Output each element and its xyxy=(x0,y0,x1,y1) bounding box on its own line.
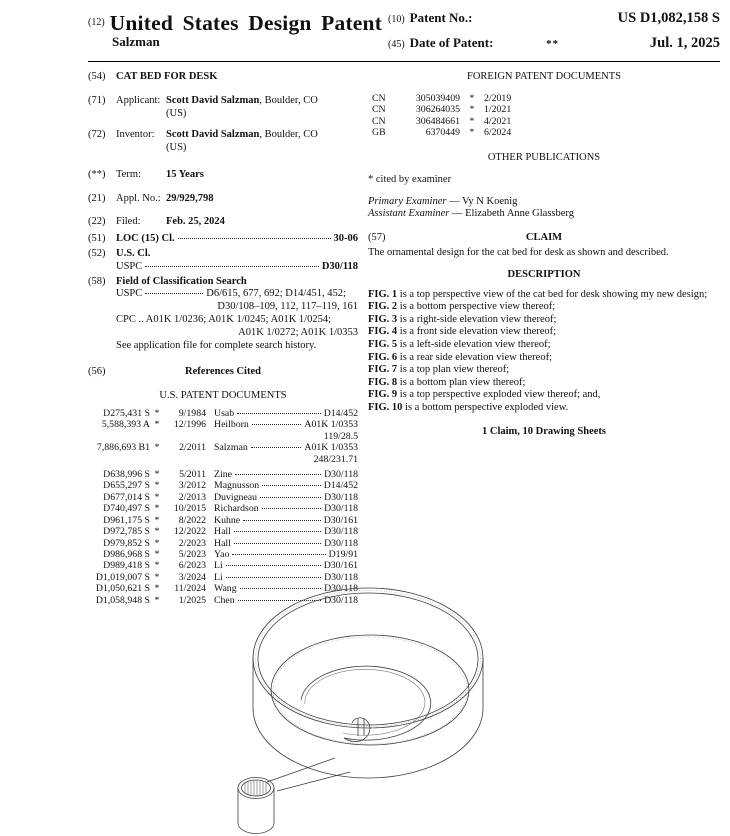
field-54-title: (54) CAT BED FOR DESK xyxy=(88,71,358,84)
figure-description-line: FIG. 7 is a top plan view thereof; xyxy=(368,364,510,376)
patent-front-page xyxy=(88,10,720,606)
us-citations-table xyxy=(88,408,358,606)
table-row: CN 306264035 * 1/2021 xyxy=(372,104,512,116)
header-divider xyxy=(88,61,720,62)
left-column xyxy=(88,71,358,606)
figure-description-line: FIG. 8 is a bottom plan view thereof; xyxy=(368,376,526,388)
table-row: D1,019,007 S * 3/2024 Li D30/118 xyxy=(95,571,358,583)
field-22-filed: (22) Filed: Feb. 25, 2024 xyxy=(88,216,225,228)
dot-leader xyxy=(232,554,325,555)
claims-sheets-line: 1 Claim, 10 Drawing Sheets xyxy=(482,425,606,437)
table-row: 7,886,693 B1 * 2/2011 Salzman A01K 1/0353 248/231.71 xyxy=(96,442,358,465)
figure-description-line: FIG. 10 is a bottom perspective exploded view. xyxy=(368,402,569,413)
table-row: D1,050,621 S * 11/2024 Wang D30/118 xyxy=(95,583,358,595)
table-row: D740,497 S * 10/2015 Richardson D30/118 xyxy=(103,503,358,515)
field-51-loc: (51) LOC (15) Cl. 30-06 xyxy=(88,233,358,245)
dot-leader xyxy=(226,565,321,566)
table-row: GB 6370449 * 6/2024 xyxy=(372,127,512,139)
invention-title: CAT BED FOR DESK xyxy=(116,70,218,82)
field-58-search: (58) Field of Classification Search USPC D6/615, 677, 692; D14/451, 452; D30/108–109, 112, 117–119, 161 CPC .. A01K 1/0236; A01K 1/0245; A01K 1/0254; A01K 1/0272; A01K 1/0353 See application file for complete search history. xyxy=(88,275,358,351)
inventor-surname: Salzman xyxy=(112,34,160,50)
page-title: United States Design Patent xyxy=(109,11,383,35)
field-52-us-cl: (52) U.S. Cl. USPC D30/118 xyxy=(88,248,358,272)
patent-number: US D1,082,158 S xyxy=(617,10,720,26)
header-row-2 xyxy=(88,36,720,53)
figure-description-line: FIG. 3 is a right-side elevation view thereof; xyxy=(368,313,557,325)
examiner-line: Assistant Examiner — Elizabeth Anne Glassberg xyxy=(368,208,574,220)
references-cited-heading: (56) References Cited xyxy=(88,366,261,378)
cat-bed-drawing xyxy=(0,578,730,836)
inid-code-45: (45) xyxy=(388,39,405,51)
date-of-patent-label: Date of Patent: xyxy=(409,35,494,51)
table-row: D638,996 S * 5/2011 Zine D30/118 xyxy=(103,469,358,481)
dot-leader xyxy=(234,531,321,532)
dot-leader xyxy=(251,447,302,448)
table-row: D986,968 S * 5/2023 Yao D19/91 xyxy=(103,548,358,560)
figure-description-line: FIG. 6 is a rear side elevation view thereof; xyxy=(368,351,552,363)
patent-date: Jul. 1, 2025 xyxy=(649,35,720,52)
figure-descriptions xyxy=(368,289,720,415)
figure-description-line: FIG. 9 is a top perspective exploded view thereof; and, xyxy=(368,389,601,401)
dot-leader xyxy=(145,266,319,267)
cited-by-examiner-note: * cited by examiner xyxy=(368,173,452,185)
dot-leader xyxy=(243,520,321,521)
foreign-citations-table xyxy=(368,93,720,139)
examiner-lines xyxy=(368,196,720,222)
field-term: (**) Term: 15 Years xyxy=(88,168,204,180)
table-row: D961,175 S * 8/2022 Kuhne D30/161 xyxy=(103,514,358,526)
claim-text: The ornamental design for the cat bed for desk as shown and described. xyxy=(368,247,669,259)
inid-code-10: (10) xyxy=(388,14,405,25)
dot-leader xyxy=(252,424,302,425)
figure-description-line: FIG. 1 is a top perspective view of the cat bed for desk showing my new design; xyxy=(368,288,708,300)
table-row: CN 306484661 * 4/2021 xyxy=(372,115,512,127)
table-row: 5,588,393 A * 12/1996 Heilborn A01K 1/0353 119/28.5 xyxy=(101,419,358,442)
claim-heading: CLAIM xyxy=(525,232,563,244)
field-21-appl-no: (21) Appl. No.: 29/929,798 xyxy=(88,192,214,204)
dot-leader xyxy=(262,485,321,486)
table-row: D655,297 S * 3/2012 Magnusson D14/452 xyxy=(103,480,358,492)
dot-leader xyxy=(234,543,321,544)
field-71-applicant: (71) Applicant: Scott David Salzman, Boulder, CO (US) xyxy=(88,94,318,119)
table-row: D979,852 S * 2/2023 Hall D30/118 xyxy=(103,537,358,549)
examiner-line: Primary Examiner — Vy N Koenig xyxy=(368,195,518,207)
dot-leader xyxy=(178,238,331,239)
dot-leader xyxy=(237,413,321,414)
table-row: D972,785 S * 12/2022 Hall D30/118 xyxy=(103,526,358,538)
foreign-patent-documents-heading: FOREIGN PATENT DOCUMENTS xyxy=(466,70,622,82)
figure-description-line: FIG. 2 is a bottom perspective view thereof; xyxy=(368,301,556,313)
table-row: D677,014 S * 2/2013 Duvigneau D30/118 xyxy=(103,491,358,503)
table-row: D989,418 S * 6/2023 Li D30/161 xyxy=(103,560,358,572)
dot-leader xyxy=(235,474,321,475)
patent-no-label: Patent No.: xyxy=(409,10,473,25)
field-72-inventor: (72) Inventor: Scott David Salzman, Boulder, CO (US) xyxy=(88,129,318,154)
other-publications-heading: OTHER PUBLICATIONS xyxy=(487,152,601,164)
table-row: D275,431 S * 9/1984 Usab D14/452 xyxy=(103,408,358,420)
table-row: CN 305039409 * 2/2019 xyxy=(372,92,512,104)
right-column xyxy=(368,71,720,606)
term-asterisks: ** xyxy=(546,38,560,51)
dot-leader xyxy=(145,293,203,294)
figure-description-line: FIG. 4 is a front side elevation view thereof; xyxy=(368,326,557,338)
dot-leader xyxy=(260,497,321,498)
us-patent-documents-heading: U.S. PATENT DOCUMENTS xyxy=(159,390,287,402)
dot-leader xyxy=(262,508,321,509)
figure-description-line: FIG. 5 is a left-side elevation view thereof; xyxy=(368,339,551,351)
inid-code-12: (12) xyxy=(88,17,105,28)
header-row-1 xyxy=(88,10,720,36)
table-row: D1,058,948 S * 1/2025 Chen D30/118 xyxy=(95,594,358,606)
claim-section: (57) CLAIM The ornamental design for the cat bed for desk as shown and described. xyxy=(368,232,720,260)
description-heading: DESCRIPTION xyxy=(507,268,581,280)
